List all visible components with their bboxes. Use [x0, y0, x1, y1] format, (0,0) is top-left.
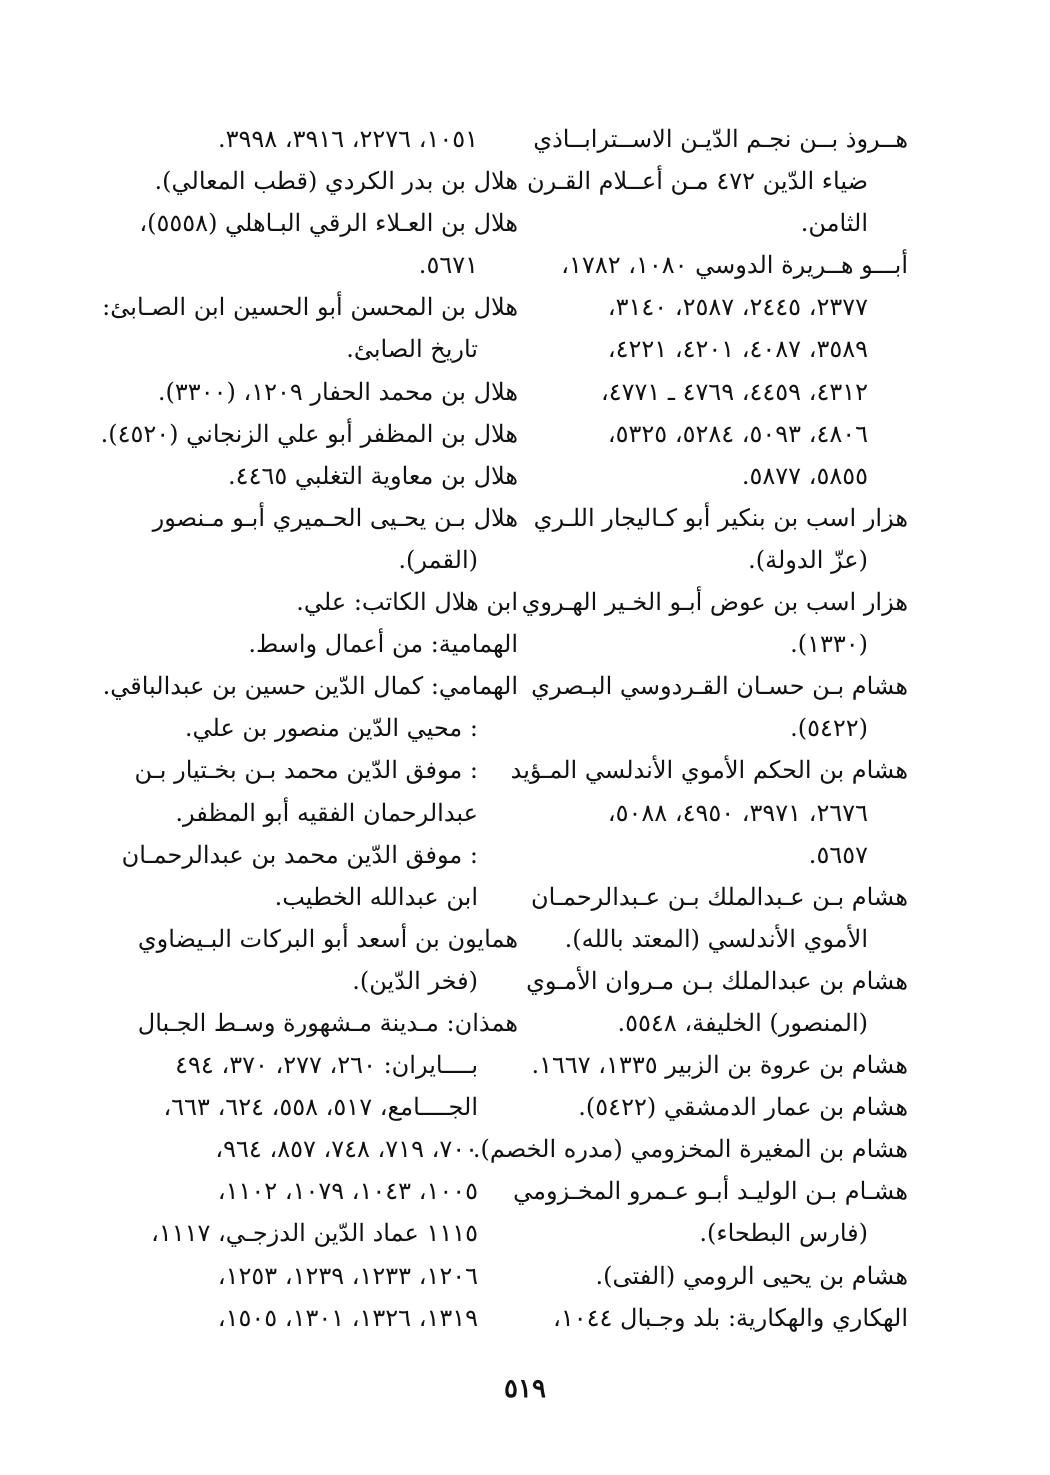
- index-line: (المنصور) الخليفة، ٥٥٤٨.: [617, 1008, 868, 1037]
- index-line: هلال بن معاوية التغلبي ٤٤٦٥.: [228, 461, 518, 490]
- index-line: (القمر).: [398, 545, 478, 574]
- index-line: هزار اسب بن بنكير أبو كـاليجار اللـري: [533, 503, 908, 532]
- index-line: (٥٤٢٢).: [790, 714, 868, 743]
- index-line: الأموي الأندلسي (المعتد بالله).: [564, 924, 868, 953]
- index-line: : موفق الدّين محمد بـن بخـتيار بـن: [134, 756, 478, 785]
- index-line: هلال بن العـلاء الرقي البـاهلي (٥٥٥٨)،: [139, 209, 518, 238]
- index-line: هلال بن بدر الكردي (قطب المعالي).: [154, 167, 518, 196]
- index-line: الهكاري والهكارية: بلد وجـبال ١٠٤٤،: [553, 1303, 908, 1332]
- index-line: ٥٦٧١.: [418, 251, 478, 280]
- index-line: ١٢٠٦، ١٢٣٣، ١٢٣٩، ١٢٥٣،: [217, 1261, 478, 1290]
- index-line: (فارس البطحاء).: [699, 1219, 868, 1248]
- index-line: عبدالرحمان الفقيه أبو المظفر.: [175, 798, 478, 827]
- index-line: ابن هلال الكاتب: علي.: [296, 588, 518, 617]
- index-line: تاريخ الصابئ.: [346, 335, 478, 364]
- index-line: هشام بن الحكم الأموي الأندلسي المـؤيد: [510, 756, 908, 785]
- index-line: ٣٥٨٩، ٤٠٨٧، ٤٢٠١، ٤٢٢١،: [607, 335, 868, 364]
- index-line: هلال بـن يحـيى الحـميري أبـو مـنصور: [152, 503, 518, 532]
- index-line: أبـــو هــريرة الدوسي ١٠٨٠، ١٧٨٢،: [561, 251, 908, 280]
- index-line: هشام بن يحيى الرومي (الفتى).: [595, 1261, 908, 1290]
- index-line: هشـام بـن الوليـد أبـو عـمرو المخـزومي: [513, 1177, 908, 1206]
- index-line: (١٣٣٠).: [790, 630, 868, 659]
- index-line: بــــايران: ٢٦٠، ٢٧٧، ٣٧٠، ٤٩٤: [175, 1051, 478, 1080]
- index-line: ١٣١٩، ١٣٢٦، ١٣٠١، ١٥٠٥،: [217, 1303, 478, 1332]
- index-line: (فخر الدّين).: [352, 966, 478, 995]
- index-line: (عزّ الدولة).: [748, 545, 868, 574]
- index-line: همذان: مـدينة مـشهورة وسـط الجـبال: [137, 1008, 518, 1037]
- index-line: : محيي الدّين منصور بن علي.: [184, 714, 478, 743]
- index-line: : موفق الدّين محمد بن عبدالرحمـان: [121, 840, 478, 869]
- index-line: هشام بن عبدالملك بـن مـروان الأمـوي: [526, 966, 908, 995]
- page-number: ٥١٩: [504, 1374, 546, 1404]
- index-line: هلال بن محمد الحفار ١٢٠٩، (٣٣٠٠).: [157, 377, 518, 406]
- index-line: هشام بـن حسـان القـردوسي البـصري: [531, 672, 908, 701]
- index-line: ٥٦٥٧.: [808, 840, 868, 869]
- index-line: هشام بن المغيرة المخزومي (مدره الخصم).: [472, 1135, 908, 1164]
- index-line: ٤٨٠٦، ٥٠٩٣، ٥٢٨٤، ٥٣٢٥،: [607, 419, 868, 448]
- index-line: هشام بن عروة بن الزبير ١٣٣٥، ١٦٦٧.: [531, 1051, 908, 1080]
- index-line: هشام بـن عـبدالملك بـن عـبدالرحمـان: [530, 882, 908, 911]
- index-line: ٢٣٧٧، ٢٤٤٥، ٢٥٨٧، ٣١٤٠،: [607, 293, 868, 322]
- index-line: هشام بن عمار الدمشقي (٥٤٢٢).: [578, 1093, 908, 1122]
- index-line: هلال بن المحسن أبو الحسين ابن الصـابئ:: [102, 293, 518, 322]
- index-line: ابن عبدالله الخطيب.: [274, 882, 478, 911]
- index-line: ١٠٠٥، ١٠٤٣، ١٠٧٩، ١١٠٢،: [217, 1177, 478, 1206]
- index-line: ١١١٥ عماد الدّين الدزجـي، ١١١٧،: [151, 1219, 478, 1248]
- index-column-left: [100, 118, 518, 1339]
- index-line: ضياء الدّين ٤٧٢ مـن أعــلام القـرن: [527, 167, 868, 196]
- index-line: هلال بن المظفر أبو علي الزنجاني (٤٥٢٠).: [100, 419, 518, 448]
- index-line: ١٠٥١، ٢٢٧٦، ٣٩١٦، ٣٩٩٨.: [217, 125, 478, 153]
- index-column-right: [472, 118, 908, 1339]
- index-line: ٢٦٧٦، ٣٩٧١، ٤٩٥٠، ٥٠٨٨،: [607, 798, 868, 827]
- index-line: الهمامية: من أعمال واسط.: [248, 630, 518, 659]
- index-line: ٤٣١٢، ٤٤٥٩، ٤٧٦٩ ـ ٤٧٧١،: [600, 377, 868, 406]
- index-line: ٧٠٠، ٧١٩، ٧٤٨، ٨٥٧، ٩٦٤،: [215, 1135, 478, 1164]
- index-line: ٥٨٥٥، ٥٨٧٧.: [741, 461, 868, 490]
- index-line: هزار اسب بن عوض أبـو الخـير الهـروي: [521, 588, 908, 617]
- index-line: همايون بن أسعد أبو البركات البـيضاوي: [137, 924, 518, 953]
- index-line: الهمامي: كمال الدّين حسين بن عبدالباقي.: [102, 672, 518, 701]
- index-line: هــروذ بــن نجـم الدّيـن الاســترابــاذي: [533, 125, 908, 153]
- index-line: الجــــامع، ٥١٧، ٥٥٨، ٦٢٤، ٦٦٣،: [163, 1093, 478, 1122]
- index-line: الثامن.: [800, 209, 868, 238]
